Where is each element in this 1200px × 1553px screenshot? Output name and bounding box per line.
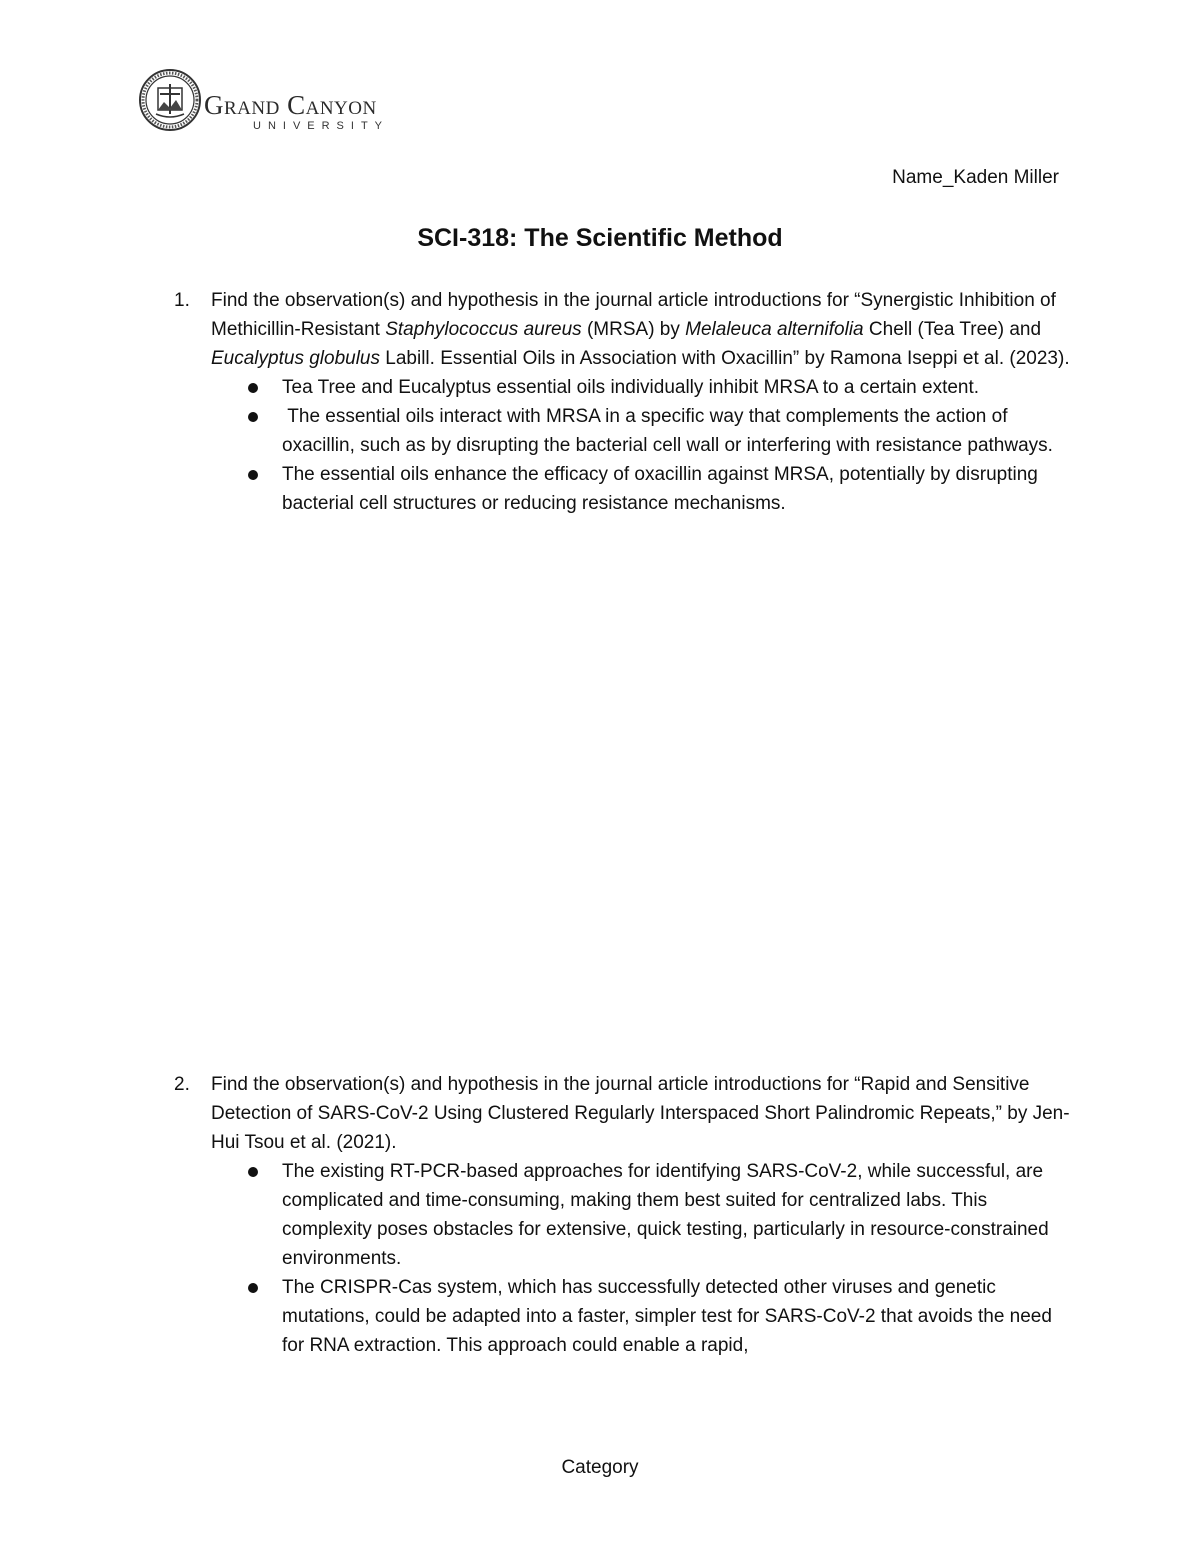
question-2 bbox=[174, 1070, 1074, 1360]
answer-list bbox=[174, 1157, 1074, 1360]
question-text: Find the observation(s) and hypothesis in the journal article introductions for “Synergistic Inhibition of Methicillin-Resistant Staphylococcus aureus (MRSA) by Melaleuca alternifolia Chell (Tea Tree) and Eucalyptus globulus Labill. Essential Oils in Association with Oxacillin” by Ramona Iseppi et al. (2023). bbox=[211, 290, 1070, 369]
bullet-icon bbox=[248, 383, 258, 393]
logo-subtitle: UNIVERSITY bbox=[253, 120, 390, 132]
bullet-icon bbox=[248, 470, 258, 480]
logo-title: Grand Canyon bbox=[204, 90, 377, 120]
list-item: The existing RT-PCR-based approaches for identifying SARS-CoV-2, while successful, are complicated and time-consuming, making them best suited for centralized labs. This complexity poses obstacles for extensive, quick testing, particularly in resource-constrained environments. bbox=[282, 1157, 1074, 1273]
page-title: SCI-318: The Scientific Method bbox=[417, 224, 783, 252]
list-item: Tea Tree and Eucalyptus essential oils individually inhibit MRSA to a certain extent. bbox=[282, 373, 1074, 402]
bullet-icon bbox=[248, 1283, 258, 1293]
bullet-icon bbox=[248, 1167, 258, 1177]
bullet-icon bbox=[248, 412, 258, 422]
list-item: The CRISPR-Cas system, which has successfully detected other viruses and genetic mutations, could be adapted into a faster, simpler test for SARS-CoV-2 that avoids the need for RNA extraction. This approach could enable a rapid, bbox=[282, 1273, 1074, 1360]
student-name: Name_Kaden Miller bbox=[892, 167, 1059, 188]
list-item: The essential oils enhance the efficacy of oxacillin against MRSA, potentially by disrupting bacterial cell structures or reducing resistance mechanisms. bbox=[282, 460, 1074, 518]
question-number: 1. bbox=[174, 290, 190, 311]
question-number: 2. bbox=[174, 1074, 190, 1095]
question-1 bbox=[174, 286, 1074, 518]
page-footer: Category bbox=[561, 1457, 639, 1478]
university-seal-icon bbox=[138, 68, 202, 132]
answer-list bbox=[174, 373, 1074, 518]
question-text: Find the observation(s) and hypothesis in the journal article introductions for “Rapid and Sensitive Detection of SARS-CoV-2 Using Clustered Regularly Interspaced Short Palindromic Repeats,” by Jen-Hui Tsou et al. (2021). bbox=[211, 1074, 1070, 1153]
list-item: The essential oils interact with MRSA in a specific way that complements the action of oxacillin, such as by disrupting the bacterial cell wall or interfering with resistance pathways. bbox=[282, 402, 1074, 460]
university-logo bbox=[138, 68, 438, 140]
